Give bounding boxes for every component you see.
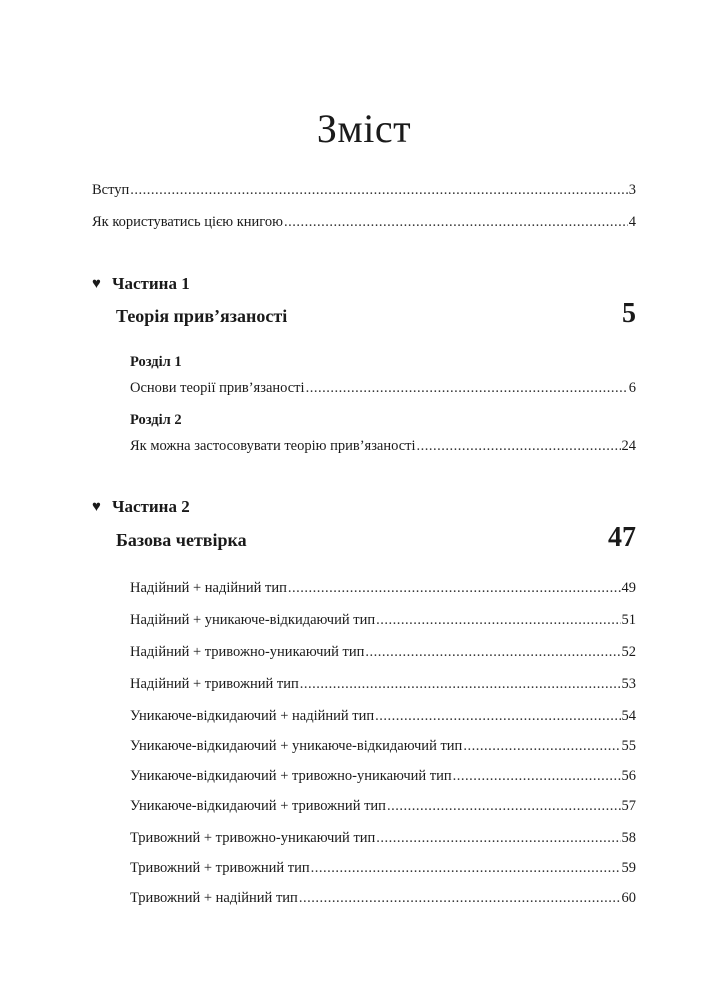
toc-entry-page: 53: [621, 676, 636, 692]
toc-entry-label: Основи теорії прив’язаності: [130, 380, 305, 396]
dot-leader: [376, 610, 620, 630]
toc-entry-label: Надійний + уникаюче-відкидаючий тип: [130, 612, 376, 628]
toc-entry[interactable]: [130, 796, 636, 816]
dot-leader: [288, 578, 621, 598]
dot-leader: [387, 796, 621, 816]
dot-leader: [453, 766, 621, 786]
toc-entry[interactable]: [130, 766, 636, 786]
dot-leader: [300, 674, 621, 694]
toc-entry[interactable]: [130, 706, 636, 726]
part-1-page: 5: [622, 298, 636, 329]
dot-leader: [463, 736, 620, 756]
toc-entry-label: Уникаюче-відкидаючий + тривожний тип: [130, 798, 386, 814]
toc-entry-page: 56: [621, 768, 636, 784]
toc-entry-label: Тривожний + надійний тип: [130, 890, 298, 906]
toc-entry-page: 4: [628, 214, 636, 230]
toc-entry-label: Уникаюче-відкидаючий + тривожно-уникаючий тип: [130, 768, 452, 784]
toc-entry-page: 57: [621, 798, 636, 814]
toc-entry-page: 54: [621, 708, 636, 724]
toc-entry[interactable]: [130, 736, 636, 756]
part-1-title-row[interactable]: [116, 298, 636, 330]
toc-entry-label: Тривожний + тривожно-уникаючий тип: [130, 830, 376, 846]
toc-entry-intro[interactable]: [92, 180, 636, 200]
dot-leader: [311, 858, 621, 878]
toc-entry-page: 52: [621, 644, 636, 660]
toc-entry[interactable]: [130, 828, 636, 848]
toc-entry-label: Як можна застосовувати теорію прив’язаності: [130, 438, 416, 454]
toc-entry-label: Уникаюче-відкидаючий + надійний тип: [130, 708, 375, 724]
chapter-1-label: Розділ 1: [130, 354, 182, 370]
part-2-title-row[interactable]: [116, 522, 636, 554]
toc-entry-label: Як користуватись цією книгою: [92, 214, 283, 230]
toc-entry-how-to-use[interactable]: [92, 212, 636, 232]
chapter-2-label: Розділ 2: [130, 412, 182, 428]
dot-leader: [299, 888, 621, 908]
toc-entry-page: 60: [621, 890, 636, 906]
dot-leader: [376, 828, 620, 848]
toc-entry-chapter-1[interactable]: [130, 378, 636, 398]
dot-leader: [417, 436, 621, 456]
part-2-label: Частина 2: [112, 497, 190, 516]
dot-leader: [284, 212, 628, 232]
heart-icon: ♥: [92, 276, 101, 292]
dot-leader: [365, 642, 620, 662]
heart-icon: ♥: [92, 499, 101, 515]
toc-entry-page: 3: [628, 182, 636, 198]
toc-entry[interactable]: [130, 642, 636, 662]
toc-entry-label: Надійний + тривожно-уникаючий тип: [130, 644, 365, 660]
toc-entry-label: Надійний + тривожний тип: [130, 676, 299, 692]
part-2-title: Базова четвірка: [116, 530, 247, 550]
part-2-heading: [92, 495, 190, 519]
dot-leader: [375, 706, 620, 726]
page-title: Зміст: [316, 105, 412, 151]
dot-leader: [306, 378, 628, 398]
toc-entry-label: Тривожний + тривожний тип: [130, 860, 310, 876]
toc-entry[interactable]: [130, 858, 636, 878]
part-1-heading: [92, 272, 190, 296]
toc-entry[interactable]: [130, 578, 636, 598]
toc-entry-page: 49: [621, 580, 636, 596]
toc-entry-label: Надійний + надійний тип: [130, 580, 287, 596]
toc-entry[interactable]: [130, 674, 636, 694]
toc-entry-page: 51: [621, 612, 636, 628]
toc-entry-label: Уникаюче-відкидаючий + уникаюче-відкидаючий тип: [130, 738, 463, 754]
part-1-label: Частина 1: [112, 274, 190, 293]
toc-entry-label: Вступ: [92, 182, 130, 198]
toc-entry-page: 55: [621, 738, 636, 754]
dot-leader: [130, 180, 627, 200]
toc-entry-page: 58: [621, 830, 636, 846]
toc-entry-chapter-2[interactable]: [130, 436, 636, 456]
toc-entry[interactable]: [130, 888, 636, 908]
toc-entry[interactable]: [130, 610, 636, 630]
part-1-title: Теорія прив’язаності: [116, 306, 288, 326]
toc-entry-page: 24: [621, 438, 636, 454]
toc-entry-page: 59: [621, 860, 636, 876]
toc-entry-page: 6: [628, 380, 636, 396]
part-2-page: 47: [608, 522, 636, 553]
